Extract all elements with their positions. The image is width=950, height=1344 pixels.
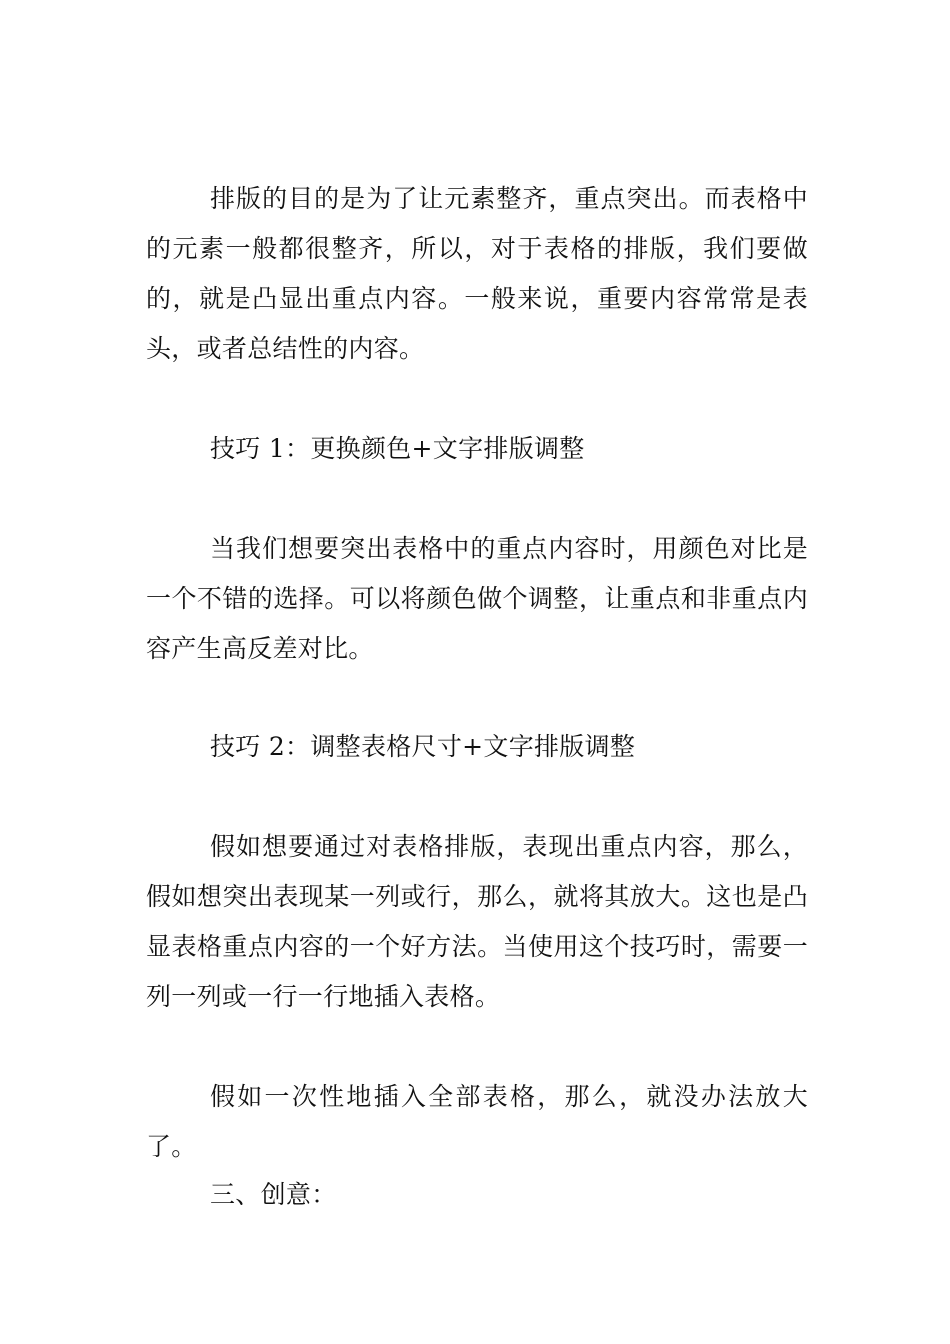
paragraph-resize: 假如想要通过对表格排版，表现出重点内容，那么，假如想突出表现某一列或行，那么，就将其放大。这也是凸显表格重点内容的一个好方法。当使用这个技巧时，需要一列一列或一行一行地插入表格。 [146,832,808,1011]
heading-section-3: 三、创意： [210,1180,337,1209]
heading-tip-2: 技巧 2：调整表格尺寸+文字排版调整 [210,732,636,761]
paragraph-insert-all: 假如一次性地插入全部表格，那么，就没办法放大了。 [146,1082,808,1161]
paragraph-color-contrast: 当我们想要突出表格中的重点内容时，用颜色对比是一个不错的选择。可以将颜色做个调整，让重点和非重点内容产生高反差对比。 [146,534,808,663]
paragraph-intro: 排版的目的是为了让元素整齐，重点突出。而表格中的元素一般都很整齐，所以，对于表格的排版，我们要做的，就是凸显出重点内容。一般来说，重要内容常常是表头，或者总结性的内容。 [146,184,808,363]
heading-tip-1: 技巧 1：更换颜色+文字排版调整 [210,434,585,463]
